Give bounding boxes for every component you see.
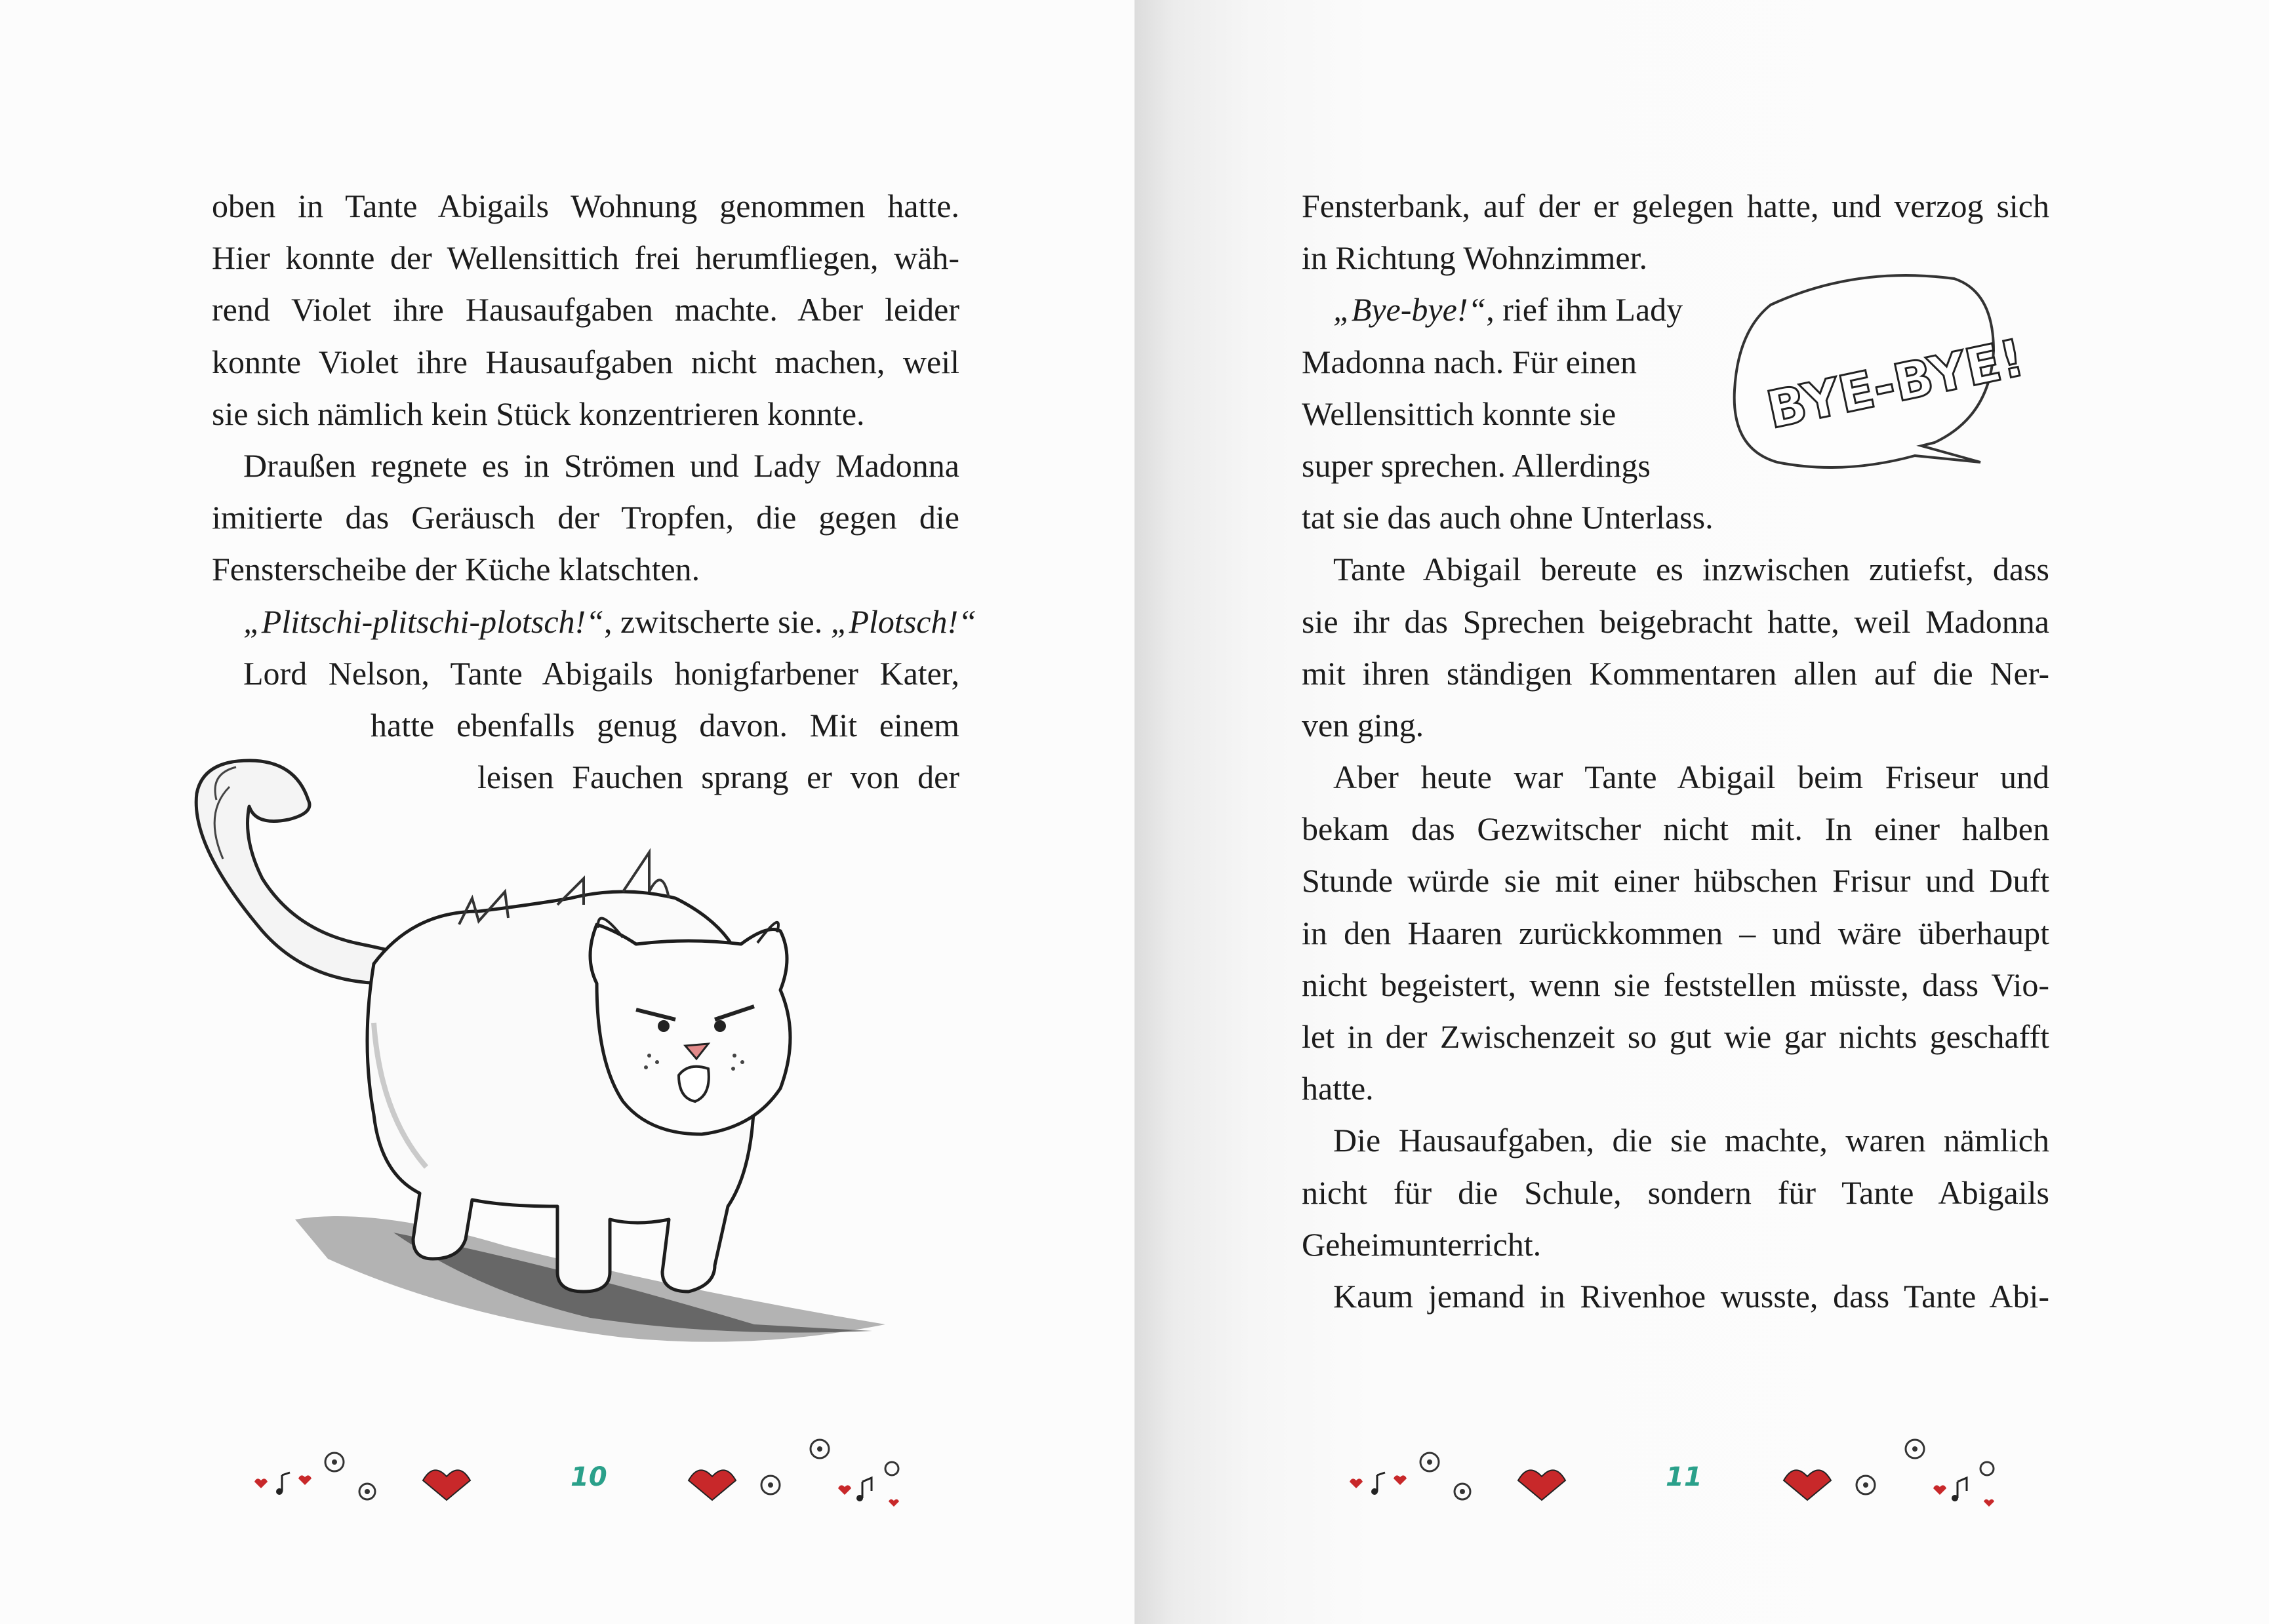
heart-icon <box>838 1485 851 1495</box>
line-text: tat sie das auch ohne Unterlass. <box>1302 499 1714 536</box>
text-line: Fensterscheibe der Küche klatschten. <box>212 551 700 588</box>
quote-line <box>212 596 976 648</box>
heart-icon <box>1350 1478 1363 1488</box>
flower-icon <box>811 1440 829 1458</box>
cat-illustration <box>164 747 912 1377</box>
heart-icon <box>298 1475 311 1485</box>
text-line: let in der Zwischenzeit so gut wie gar nichts geschafft <box>1302 1018 2049 1055</box>
text-line: nicht begeistert, wenn sie feststellen müsste, dass Vio- <box>1302 966 2049 1003</box>
text-line: Hier konnte der Wellensittich frei herumfliegen, wäh- <box>212 239 959 277</box>
text-line: in den Haaren zurückkommen – und wäre überhaupt <box>1302 914 2049 951</box>
text-line: oben in Tante Abigails Wohnung genommen hatte. <box>212 188 959 224</box>
text-line: sie sich nämlich kein Stück konzentrieren konnte. <box>212 395 865 432</box>
line-text: Wellensittich konnte sie <box>1302 395 1616 432</box>
flower-icon <box>761 1476 780 1494</box>
text-line: nicht für die Schule, sondern für Tante Abigails <box>1302 1174 2049 1211</box>
line-text: Madonna nach. Für einen <box>1302 343 1637 380</box>
text-line: rend Violet ihre Hausaufgaben machte. Aber leider <box>212 291 959 328</box>
page-number-right: 11 <box>1666 1462 1702 1492</box>
text-line: Draußen regnete es in Strömen und Lady Madonna <box>243 446 959 484</box>
heart-icon <box>423 1470 470 1500</box>
heart-icon <box>1984 1499 1994 1507</box>
text-line: bekam das Gezwitscher nicht mit. In einer halben <box>1302 810 2049 848</box>
cat-tail <box>196 761 413 983</box>
heart-icon <box>1784 1470 1831 1500</box>
text-line: Fensterbank, auf der er gelegen hatte, und verzog sich <box>1302 188 2049 224</box>
heart-icon <box>1933 1485 1946 1495</box>
text-line: Die Hausaufgaben, die sie machte, waren nämlich <box>1333 1122 2049 1159</box>
text-line: Aber heute war Tante Abigail beim Friseur und <box>1333 759 2049 796</box>
music-note-icon <box>1952 1478 1967 1501</box>
quote-narration: , zwitscherte sie. <box>603 603 831 640</box>
text-line: imitierte das Geräusch der Tropfen, die gegen die <box>212 499 959 536</box>
line-text: super sprechen. Allerdings <box>1302 446 1651 484</box>
text-line: hatte ebenfalls genug davon. Mit einem <box>371 706 959 743</box>
flower-icon <box>885 1462 898 1475</box>
music-note-icon <box>276 1473 290 1495</box>
text-line: sie ihr das Sprechen beigebracht hatte, weil Madonna <box>1302 603 2049 640</box>
quote-italic: „Plotsch!“ <box>830 603 976 640</box>
text-line: Geheimunterricht. <box>1302 1225 1542 1263</box>
left-body-text <box>212 180 976 803</box>
heart-icon <box>1518 1470 1565 1500</box>
flower-icon <box>1857 1476 1875 1494</box>
heart-icon <box>1394 1475 1407 1485</box>
text-line: in Richtung Wohnzimmer. <box>1302 239 1647 277</box>
text-line: ven ging. <box>1302 706 1424 743</box>
left-page <box>0 0 1134 1624</box>
flower-icon <box>1980 1462 1994 1475</box>
text-line: Lord Nelson, Tante Abigails honigfarbener Kater, <box>243 654 959 692</box>
text-line: Tante Abigail bereute es inzwischen zutiefst, dass <box>1333 551 2049 588</box>
text-line: Stunde würde sie mit einer hübschen Frisur und Duft <box>1302 862 2049 900</box>
line-text: , rief ihm Lady <box>1486 291 1683 328</box>
text-line <box>1302 492 2049 544</box>
flower-icon <box>1906 1440 1924 1458</box>
quote-italic: „Plitschi-plitschi-plotsch!“ <box>243 603 604 640</box>
music-note-icon <box>1371 1473 1385 1495</box>
text-line: hatte. <box>1302 1070 1374 1107</box>
heart-icon <box>889 1499 899 1507</box>
speech-bubble-text: BYE-BYE! <box>1761 328 2030 441</box>
text-line: leisen Fauchen sprang er von der <box>477 759 959 796</box>
flower-icon <box>1420 1453 1439 1471</box>
quote-italic: „Bye-bye!“ <box>1333 291 1487 328</box>
speech-bubble <box>1725 266 2030 488</box>
text-line: konnte Violet ihre Hausaufgaben nicht machen, weil <box>212 343 959 380</box>
music-note-icon <box>856 1478 872 1501</box>
flower-icon <box>1455 1484 1470 1499</box>
heart-icon <box>254 1478 268 1488</box>
right-page <box>1134 0 2269 1624</box>
flower-icon <box>325 1453 344 1471</box>
heart-icon <box>689 1470 736 1500</box>
text-line: Kaum jemand in Rivenhoe wusste, dass Tante Abi- <box>1333 1277 2049 1315</box>
flower-icon <box>359 1484 375 1499</box>
text-line: mit ihren ständigen Kommentaren allen auf die Ner- <box>1302 654 2049 692</box>
page-number-left: 10 <box>571 1462 607 1492</box>
